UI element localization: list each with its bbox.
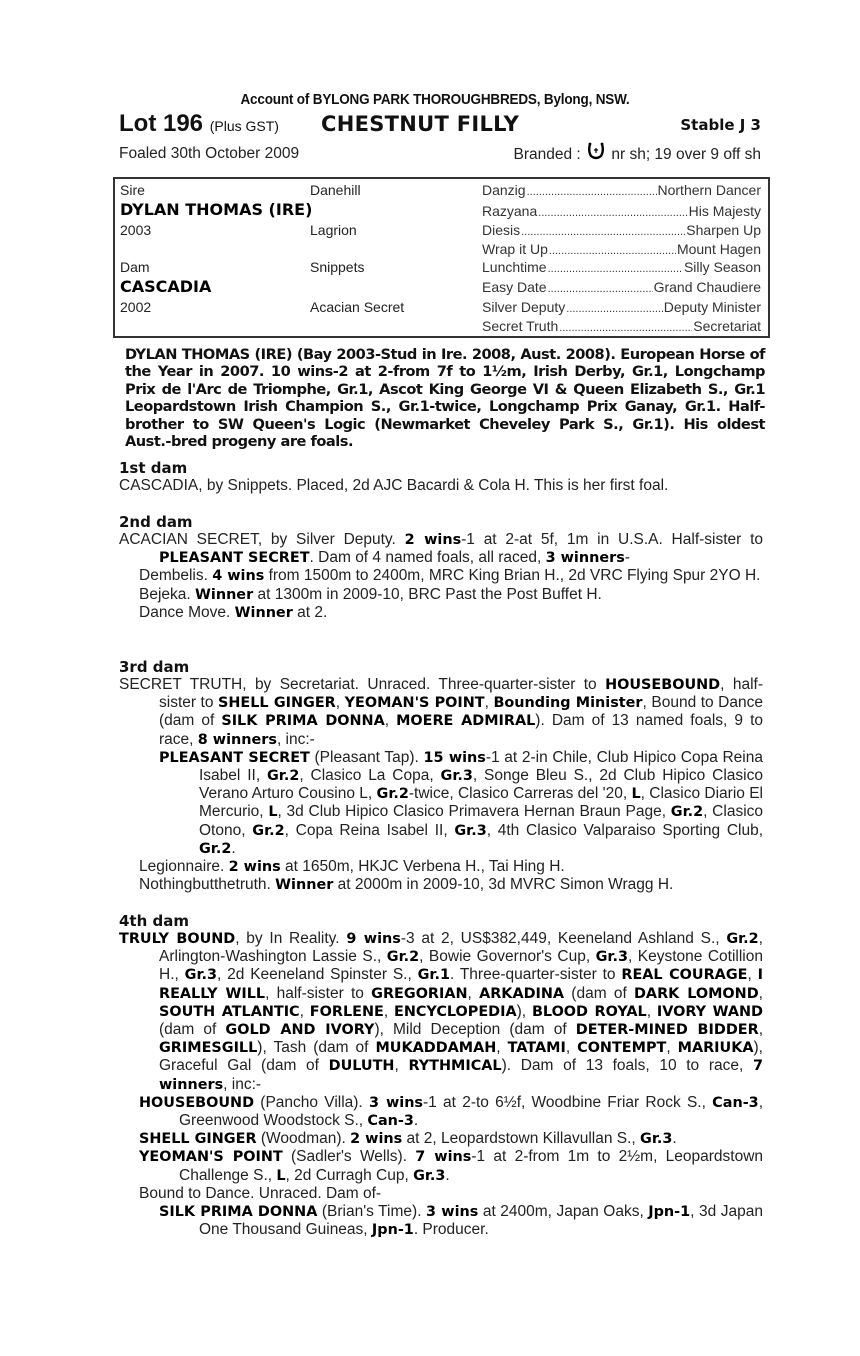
bold-text: SOUTH ATLANTIC [159, 1003, 300, 1020]
bold-text: Gr.2 [670, 804, 704, 821]
ancestor: Diesis [482, 222, 521, 238]
bold-text: Gr.2 [252, 822, 285, 839]
section-heading: 3rd dam [119, 658, 190, 676]
second-dam-section [119, 513, 763, 622]
bold-text: 7 wins [415, 1149, 472, 1166]
lot-line [119, 110, 761, 138]
ancestor: Lunchtime [482, 259, 547, 275]
bold-text: GREGORIAN [371, 985, 468, 1002]
bold-text: SILK PRIMA DONNA [221, 713, 385, 730]
ancestor: Silver Deputy [482, 299, 566, 315]
bold-text: Gr.3 [595, 949, 628, 966]
bold-text: YEOMAN'S POINT [139, 1149, 283, 1166]
bold-text: 3 wins [369, 1094, 423, 1111]
bold-text: PLEASANT SECRET [159, 749, 310, 766]
bold-text: 15 wins [423, 749, 486, 766]
horseshoe-brand-icon [587, 142, 605, 160]
bold-text: SHELL GINGER [218, 695, 336, 712]
bold-text: 9 wins [346, 931, 401, 947]
progeny-entry: PLEASANT SECRET (Pleasant Tap). 15 wins-1 at 2-in Chile, Club Hipico Copa Reina Isabel II, Gr.2, Clasico La Copa, Gr.3, Songe Bleu S., 2d Club Hipico Clasico Verano Arturo Cousino L, Gr.2-twice, Clasico Carreras del '20, L, Clasico Diario El Mercurio, L, 3d Club Hipico Clasico Primavera Hernan Braun Page, Gr.2, Clasico Otono, Gr.2, Copa Reina Isabel II, Gr.3, 4th Clasico Valparaiso Sporting Club, Gr.2. [159, 748, 764, 857]
bold-text: 2 wins [350, 1131, 403, 1148]
bold-text: DULUTH [328, 1058, 395, 1075]
bold-text: Gr.2 [199, 840, 232, 857]
pedigree-table [113, 177, 770, 338]
bold-text: 3 wins [426, 1204, 479, 1221]
branded-suffix: nr sh; 19 over 9 off sh [611, 146, 761, 163]
bold-text: SHELL GINGER [139, 1131, 257, 1148]
bold-text: 3 winners [545, 550, 625, 567]
dam-sire: Snippets [310, 259, 365, 275]
bold-text: 2 wins [404, 532, 462, 548]
horse-description: CHESTNUT FILLY [321, 112, 520, 136]
bold-text: Jpn-1 [648, 1204, 691, 1221]
bold-text: REAL COURAGE [621, 967, 748, 984]
bold-text: 8 winners [197, 731, 277, 748]
bold-text: Can-3 [712, 1094, 759, 1111]
grandparent-row [482, 258, 761, 279]
sire-year: 2003 [120, 222, 152, 238]
ancestor-sire: Silly Season [683, 259, 761, 275]
grandparent-row [482, 181, 761, 202]
grandparent-row [482, 278, 761, 299]
progeny-entry: Dembelis. 4 wins from 1500m to 2400m, MRC King Brian H., 2d VRC Flying Spur 2YO H. [139, 567, 761, 585]
ancestor: Secret Truth [482, 318, 559, 334]
progeny-entry: SHELL GINGER (Woodman). 2 wins at 2, Leopardstown Killavullan S., Gr.3. [139, 1130, 677, 1148]
dam-text: ACACIAN SECRET, by Silver Deputy. 2 wins-1 at 2-at 5f, 1m in U.S.A. Half-sister to PLEASANT SECRET. Dam of 4 named foals, all raced, 3 winners- [119, 531, 764, 567]
stable-location: Stable J 3 [680, 116, 761, 134]
leader-dots [521, 221, 685, 242]
dam-text: TRULY BOUND, by In Reality. 9 wins-3 at 2, US$382,449, Keeneland Ashland S., Gr.2, Arlington-Washington Lassie S., Gr.2, Bowie Governor's Cup, Gr.3, Keystone Cotillion H., Gr.3, 2d Keeneland Spinster S., Gr.1. Three-quarter-sister to REAL COURAGE, I REALLY WILL, half-sister to GREGORIAN, ARKADINA (dam of DARK LOMOND, SOUTH ATLANTIC, FORLENE, ENCYCLOPEDIA), BLOOD ROYAL, IVORY WAND (dam of GOLD AND IVORY), Mild Deception (dam of DETER-MINED BIDDER, GRIMESGILL), Tash (dam of MUKADDAMAH, TATAMI, CONTEMPT, MARIUKA), Graceful Gal (dam of DULUTH, RYTHMICAL). Dam of 13 foals, 10 to race, 7 winners, inc:- [119, 930, 763, 1093]
leader-dots [548, 278, 653, 299]
bold-text: GOLD AND IVORY [225, 1022, 375, 1039]
grandparent-row [482, 298, 761, 319]
bold-text: ARKADINA [479, 985, 565, 1002]
ancestor-sire: Secretariat [693, 318, 761, 334]
foaled-line [119, 142, 761, 166]
dam-label: Dam [120, 259, 150, 275]
bold-text: CONTEMPT [577, 1040, 667, 1057]
ancestor-sire: Deputy Minister [663, 299, 761, 315]
bold-text: Can-3 [367, 1113, 414, 1130]
ancestor: Danzig [482, 182, 526, 198]
bold-text: 2 wins [228, 859, 281, 876]
ancestor-sire: Mount Hagen [676, 241, 761, 257]
bold-text: MUKADDAMAH [375, 1040, 497, 1057]
bold-text: Gr.3 [413, 1167, 446, 1184]
bold-text: DARK LOMOND [633, 985, 759, 1002]
bold-text: Gr.1 [417, 967, 450, 984]
third-dam-section [119, 658, 763, 894]
sire-name: DYLAN THOMAS (IRE) [120, 200, 313, 219]
bold-text: Jpn-1 [371, 1222, 414, 1239]
bold-text: Gr.3 [440, 768, 473, 785]
lot-label: Lot 196 [119, 110, 204, 137]
progeny-entry: HOUSEBOUND (Pancho Villa). 3 wins-1 at 2-to 6½f, Woodbine Friar Rock S., Can-3, Greenwood Woodstock S., Can-3. [139, 1093, 763, 1130]
bold-text: ENCYCLOPEDIA [394, 1003, 517, 1020]
bold-text: Gr.2 [726, 931, 759, 947]
foaled-date: Foaled 30th October 2009 [119, 145, 300, 162]
bold-text: L [631, 786, 641, 803]
bold-text: 7 winners [159, 1058, 763, 1093]
bold-text: Gr.2 [386, 949, 420, 966]
ancestor: Wrap it Up [482, 241, 548, 257]
bold-text: YEOMAN'S POINT [344, 695, 485, 712]
progeny-entry: YEOMAN'S POINT (Sadler's Wells). 7 wins-1 at 2-from 1m to 2½m, Leopardstown Challenge S., L, 2d Curragh Cup, Gr.3. [139, 1148, 764, 1184]
ancestor: Easy Date [482, 279, 547, 295]
section-heading: 2nd dam [119, 513, 193, 531]
lot-header [119, 90, 761, 166]
sire-dam: Lagrion [310, 222, 357, 238]
bold-text: L [276, 1167, 286, 1184]
leader-dots [559, 317, 692, 338]
bold-text: SILK PRIMA DONNA [159, 1204, 318, 1221]
bold-text: BLOOD ROYAL [531, 1003, 647, 1020]
bold-text: Gr.3 [184, 967, 217, 984]
bold-text: TATAMI [507, 1040, 566, 1057]
bold-text: Winner [195, 586, 254, 603]
ancestor-sire: His Majesty [688, 203, 761, 219]
fourth-dam-section [119, 912, 763, 1239]
bold-text: Gr.3 [640, 1131, 673, 1148]
progeny-entry: Nothingbutthetruth. Winner at 2000m in 2009-10, 3d MVRC Simon Wragg H. [139, 876, 674, 894]
leader-dots [566, 298, 662, 319]
bold-text: I REALLY WILL [159, 967, 763, 1002]
leader-dots [538, 202, 687, 223]
bold-text: Winner [234, 604, 293, 621]
dam-name: CASCADIA [120, 277, 212, 296]
vendor-account: Account of BYLONG PARK THOROUGHBREDS, Bylong, NSW. [240, 91, 630, 108]
dam-year: 2002 [120, 299, 152, 315]
bold-text: Gr.2 [267, 768, 300, 785]
bold-text: FORLENE [309, 1003, 384, 1020]
dam-text: CASCADIA, by Snippets. Placed, 2d AJC Bacardi & Cola H. This is her first foal. [119, 477, 669, 494]
bold-text: Gr.2 [376, 786, 409, 803]
progeny-entry: SILK PRIMA DONNA (Brian's Time). 3 wins at 2400m, Japan Oaks, Jpn-1, 3d Japan One Thousand Guineas, Jpn-1. Producer. [159, 1203, 763, 1239]
progeny-entry: Bejeka. Winner at 1300m in 2009-10, BRC Past the Post Buffet H. [139, 585, 602, 603]
leader-dots [548, 258, 683, 279]
dam-text: SECRET TRUTH, by Secretariat. Unraced. Three-quarter-sister to HOUSEBOUND, half-sister to SHELL GINGER, YEOMAN'S POINT, Bounding Minister, Bound to Dance (dam of SILK PRIMA DONNA, MOERE ADMIRAL). Dam of 13 named foals, 9 to race, 8 winners, inc:- [119, 676, 764, 748]
bold-text: DETER-MINED BIDDER [575, 1022, 759, 1039]
ancestor: Razyana [482, 203, 538, 219]
leader-dots [527, 181, 657, 202]
bold-text: TRULY BOUND [119, 931, 236, 947]
bold-text: GRIMESGILL [159, 1040, 258, 1057]
bold-text: L [268, 804, 278, 821]
progeny-entry: Legionnaire. 2 wins at 1650m, HKJC Verbena H., Tai Hing H. [139, 858, 565, 876]
bold-text: MOERE ADMIRAL [396, 713, 536, 730]
lot-number [119, 110, 279, 140]
ancestor-sire: Grand Chaudiere [653, 279, 761, 295]
bold-text: PLEASANT SECRET [159, 550, 310, 567]
bold-text: HOUSEBOUND [139, 1094, 255, 1111]
bold-text: 4 wins [212, 568, 265, 585]
branded-prefix: Branded : [513, 146, 581, 163]
grandparent-row [482, 202, 761, 223]
sire-summary: DYLAN THOMAS (IRE) (Bay 2003-Stud in Ire. 2008, Aust. 2008). European Horse of the Year in 2007. 10 wins-2 at 2-from 7f to 1½m, Irish Derby, Gr.1, Longchamp Prix de l'Arc de Triomphe, Gr.1, Ascot King George VI & Queen Elizabeth S., Gr.1 Leopardstown Irish Champion S., Gr.1-twice, Longchamp Prix Ganay, Gr.1. Half-brother to SW Queen's Logic (Newmarket Cheveley Park S., Gr.1). His oldest Aust.-bred progeny are foals. [125, 346, 765, 451]
bold-text: MARIUKA [677, 1040, 754, 1057]
sire-label: Sire [120, 182, 145, 198]
section-heading: 1st dam [119, 459, 188, 477]
ancestor-sire: Sharpen Up [686, 222, 761, 238]
gst-note: (Plus GST) [209, 118, 279, 134]
progeny-entry: Bound to Dance. Unraced. Dam of- [139, 1184, 382, 1202]
bold-text: HOUSEBOUND [605, 677, 721, 693]
bold-text: RYTHMICAL [408, 1058, 502, 1075]
brand-description [514, 142, 761, 167]
dam-dam: Acacian Secret [310, 299, 405, 315]
grandparent-row [482, 317, 761, 338]
bold-text: Bounding Minister [493, 695, 643, 712]
bold-text: Winner [275, 877, 334, 894]
progeny-entry: Dance Move. Winner at 2. [139, 603, 328, 621]
first-dam-section [119, 459, 763, 495]
section-heading: 4th dam [119, 912, 189, 930]
sire-sire: Danehill [310, 182, 361, 198]
ancestor-sire: Northern Dancer [657, 182, 761, 198]
grandparent-row [482, 221, 761, 242]
bold-text: Gr.3 [454, 822, 487, 839]
bold-text: IVORY WAND [656, 1003, 763, 1020]
